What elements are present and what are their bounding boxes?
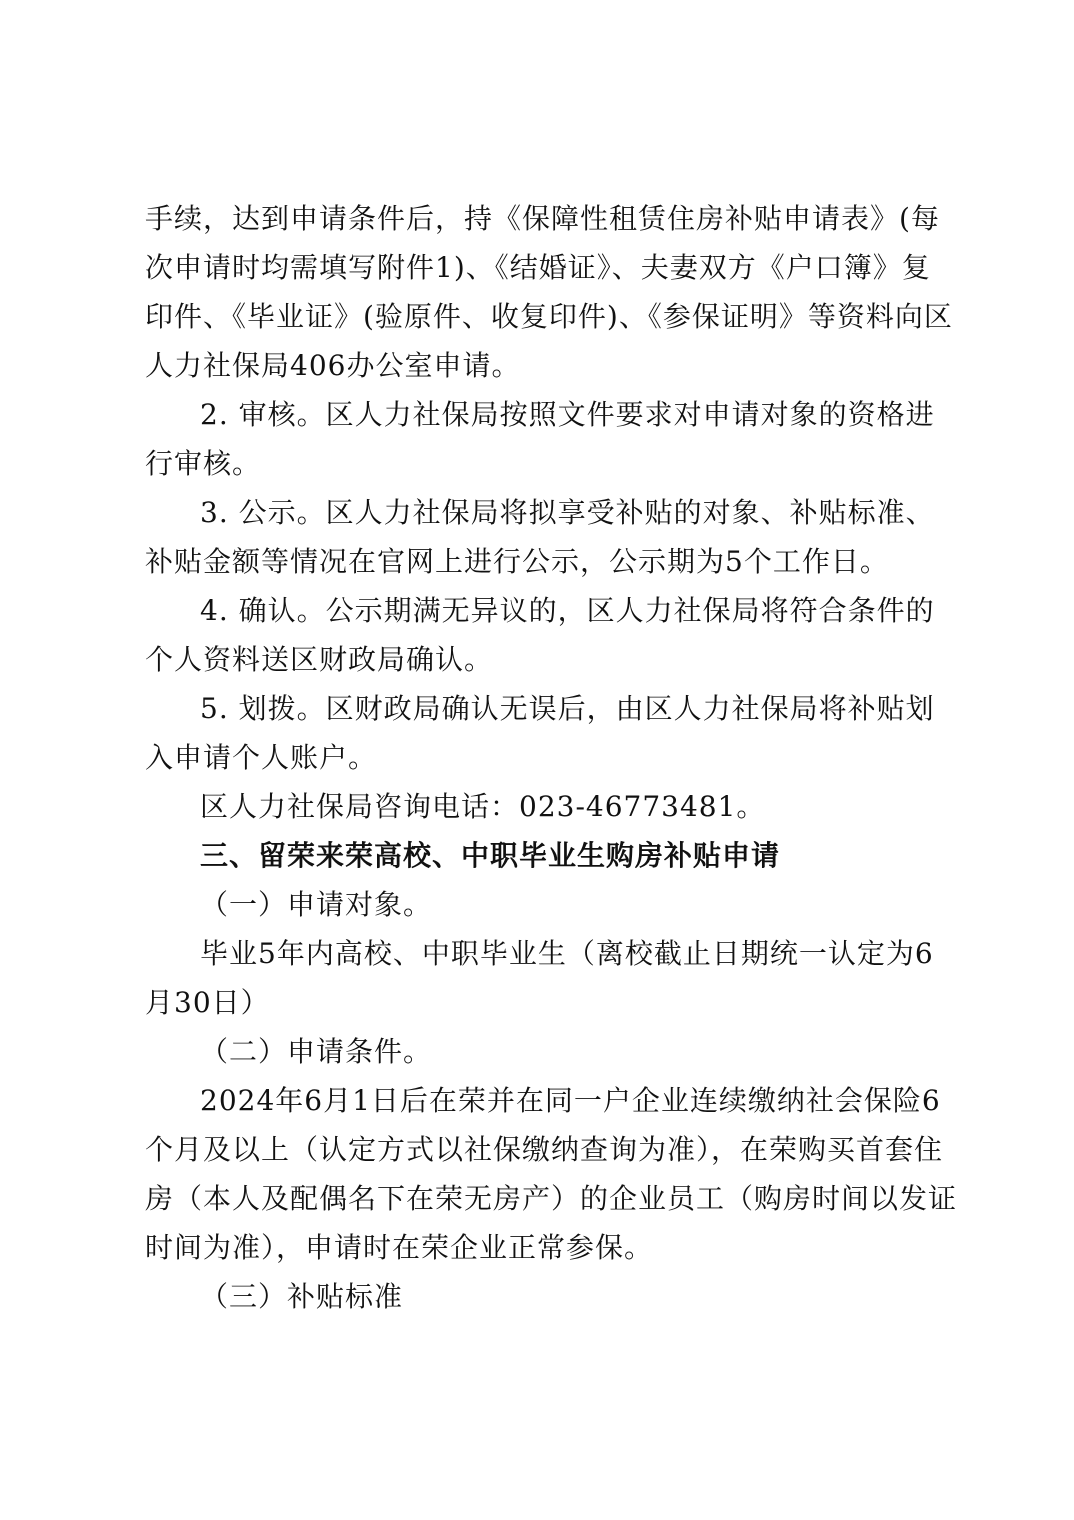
text-line: 2024年6月1日后在荣并在同一户企业连续缴纳社会保险6 [200,1084,941,1117]
text-line: 个人资料送区财政局确认。 [145,643,494,676]
text-line: 时间为准），申请时在荣企业正常参保。 [145,1231,654,1264]
text-line: 个月及以上（认定方式以社保缴纳查询为准），在荣购买首套住 [145,1133,944,1166]
text-line: 3. 公示。区人力社保局将拟享受补贴的对象、补贴标准、 [200,496,935,529]
text-line: 月30日） [145,986,270,1019]
text-line: 印件、《毕业证》(验原件、收复印件)、《参保证明》等资料向区 [145,300,953,333]
text-line: 入申请个人账户。 [145,741,378,774]
text-line: 2. 审核。区人力社保局按照文件要求对申请对象的资格进 [200,398,935,431]
text-line: 行审核。 [145,447,262,480]
text-line: 区人力社保局咨询电话：023-46773481。 [200,790,766,823]
text-line: 毕业5年内高校、中职毕业生（离校截止日期统一认定为6 [200,937,934,970]
text-line: 人力社保局406办公室申请。 [145,349,521,382]
text-line: 次申请时均需填写附件1)、《结婚证》、夫妻双方《户口簿》复 [145,251,931,284]
text-line: 4. 确认。公示期满无异议的，区人力社保局将符合条件的 [200,594,935,627]
subheading: （三）补贴标准 [200,1280,404,1313]
text-line: 房（本人及配偶名下在荣无房产）的企业员工（购房时间以发证 [145,1182,958,1215]
text-line: 5. 划拨。区财政局确认无误后，由区人力社保局将补贴划 [200,692,935,725]
text-line: 手续，达到申请条件后，持《保障性租赁住房补贴申请表》(每 [145,202,940,235]
subheading: （一）申请对象。 [200,888,433,921]
subheading: （二）申请条件。 [200,1035,433,1068]
text-line: 补贴金额等情况在官网上进行公示，公示期为5个工作日。 [145,545,889,578]
section-heading: 三、留荣来荣高校、中职毕业生购房补贴申请 [200,839,781,872]
